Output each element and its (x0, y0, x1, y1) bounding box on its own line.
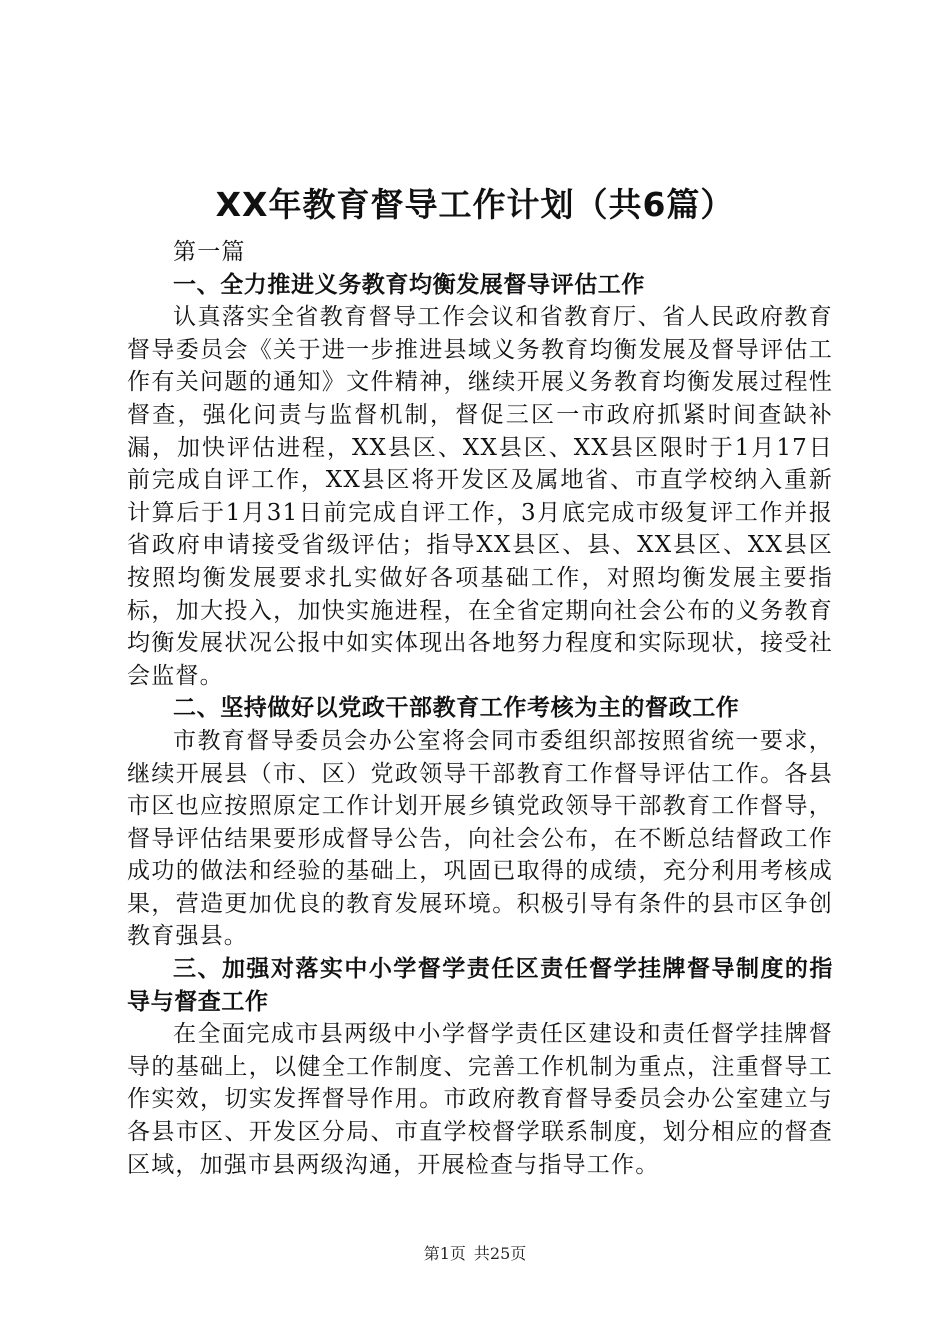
section-heading: 一、全力推进义务教育均衡发展督导评估工作 (173, 271, 645, 298)
body-paragraph: 市教育督导委员会办公室将会同市委组织部按照省统一要求，继续开展县（市、区）党政领导干部教育工作督导评估工作。各县市区也应按照原定工作计划开展乡镇党政领导干部教育工作督导，督导评估结果要形成督导公告，向社会公布，在不断总结督政工作成功的做法和经验的基础上，巩固已取得的成绩，充分利用考核成果，营造更加优良的教育发展环境。积极引导有条件的县市区争创教育强县。 (127, 727, 833, 950)
section-heading: 三、加强对落实中小学督学责任区责任督学挂牌督导制度的指导与督查工作 (127, 956, 833, 1015)
page-number: 第1页 (423, 1244, 466, 1263)
section-label: 第一篇 (173, 239, 246, 265)
section-heading: 二、坚持做好以党政干部教育工作考核为主的督政工作 (173, 695, 740, 722)
page-footer (0, 1243, 950, 1265)
page-total: 共25页 (473, 1244, 527, 1263)
document-title: XX年教育督导工作计划（共6篇） (215, 185, 735, 224)
body-paragraph: 在全面完成市县两级中小学督学责任区建设和责任督学挂牌督导的基础上，以健全工作制度、完善工作机制为重点，注重督导工作实效，切实发挥督导作用。市政府教育督导委员会办公室建立与各县市区、开发区分局、市直学校督学联系制度，划分相应的督查区域，加强市县两级沟通，开展检查与指导工作。 (127, 1021, 833, 1178)
body-paragraph: 认真落实全省教育督导工作会议和省教育厅、省人民政府教育督导委员会《关于进一步推进县域义务教育均衡发展及督导评估工作有关问题的通知》文件精神，继续开展义务教育均衡发展过程性督查，强化问责与监督机制，督促三区一市政府抓紧时间查缺补漏，加快评估进程，XX县区、XX县区、XX县区限时于1月17日前完成自评工作，XX县区将开发区及属地省、市直学校纳入重新计算后于1月31日前完成自评工作，3月底完成市级复评工作并报省政府申请接受省级评估；指导XX县区、县、XX县区、XX县区按照均衡发展要求扎实做好各项基础工作，对照均衡发展主要指标，加大投入，加快实施进程，在全省定期向社会公布的义务教育均衡发展状况公报中如实体现出各地努力程度和实际现状，接受社会监督。 (127, 304, 833, 689)
document-body (127, 236, 833, 1181)
